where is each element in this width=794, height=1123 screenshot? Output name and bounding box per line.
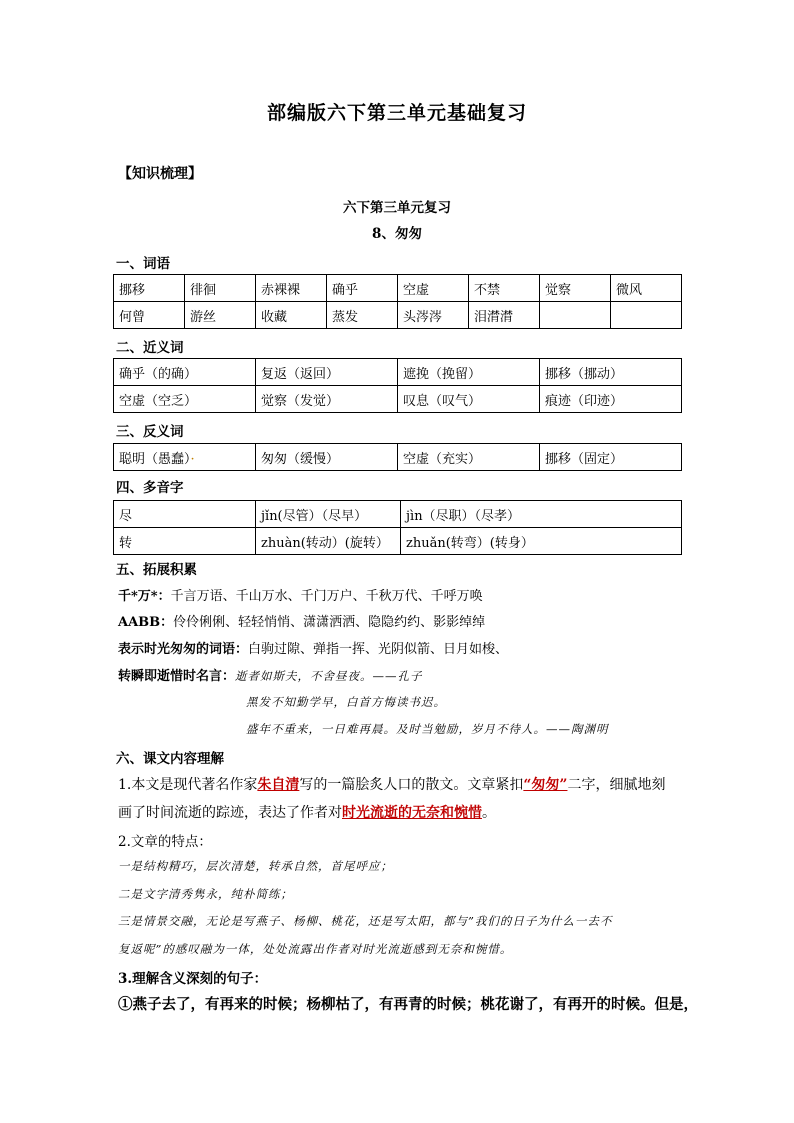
content-para-2: 2.文章的特点：	[118, 834, 212, 850]
extension-line-2	[118, 611, 485, 630]
section-extension: 五、拓展积累	[116, 562, 197, 578]
quote-3: 盛年不重来，一日难再晨。及时当勉励，岁月不待人。——陶渊明	[246, 722, 609, 736]
label: AABB：	[118, 615, 174, 630]
table-row	[114, 275, 682, 302]
page-title: 部编版六下第三单元基础复习	[266, 102, 527, 124]
table-cell: 空虚（空乏）	[114, 386, 256, 413]
table-cell: 空虚	[398, 275, 469, 302]
section-synonyms: 二、近义词	[116, 340, 184, 356]
feature-1: 一是结构精巧，层次清楚，转承自然，首尾呼应；	[118, 859, 393, 873]
synonyms-table	[113, 358, 682, 413]
table-cell: 转	[114, 528, 256, 555]
content-para-3: 3.理解含义深刻的句子：	[118, 971, 268, 987]
text: 写的一篇脍炙人口的散文。文章紧扣	[299, 777, 524, 793]
feature-3-cont: 复返呢”的感叹融为一体，处处流露出作者对时光流逝感到无奈和惋惜。	[118, 942, 513, 956]
table-cell: 收藏	[256, 302, 327, 329]
feature-2: 二是文字清秀隽永，纯朴简练；	[118, 887, 293, 901]
table-cell: 尽	[114, 501, 256, 528]
table-cell: 挪移（固定）	[540, 444, 682, 471]
table-cell: 复返（返回）	[256, 359, 398, 386]
text: 白驹过隙、弹指一挥、光阴似箭、日月如梭、	[248, 642, 509, 657]
table-cell: 空虚（充实）	[398, 444, 540, 471]
table-cell: 匆匆（缓慢）	[256, 444, 398, 471]
table-cell	[611, 302, 682, 329]
table-cell: 何曾	[114, 302, 185, 329]
extension-line-1	[118, 585, 483, 604]
knowledge-label: 【知识梳理】	[118, 166, 202, 182]
table-cell: 泪潸潸	[469, 302, 540, 329]
quote-1: 逝者如斯夫，不舍昼夜。——孔子	[235, 669, 423, 683]
table-cell: zhuàn(转动）(旋转）	[256, 528, 401, 555]
table-row	[114, 501, 682, 528]
table-cell: 不禁	[469, 275, 540, 302]
section-polyphones: 四、多音字	[116, 480, 184, 496]
text: 。	[482, 805, 496, 821]
table-cell: zhuǎn(转弯）(转身）	[401, 528, 682, 555]
table-cell: 头涔涔	[398, 302, 469, 329]
table-cell: 叹息（叹气）	[398, 386, 540, 413]
table-row	[114, 444, 682, 471]
words-table	[113, 274, 682, 329]
table-cell: jìn（尽职）（尽孝）	[401, 501, 682, 528]
table-cell: 遮挽（挽留）	[398, 359, 540, 386]
table-cell: 游丝	[185, 302, 256, 329]
key-highlight: “匆匆”	[523, 777, 568, 793]
section-content: 六、课文内容理解	[116, 751, 224, 767]
text: 画了时间流逝的踪迹，表达了作者对	[118, 805, 342, 821]
table-cell	[540, 302, 611, 329]
extension-line-4	[118, 665, 423, 684]
table-cell: 挪移（挪动）	[540, 359, 682, 386]
author-highlight: 朱自清	[257, 777, 300, 793]
table-row	[114, 386, 682, 413]
table-cell: 觉察	[540, 275, 611, 302]
polyphones-table	[113, 500, 682, 555]
text: 伶伶俐俐、轻轻悄悄、潇潇洒洒、隐隐约约、影影绰绰	[173, 615, 486, 630]
label: 千*万*：	[118, 589, 171, 604]
table-cell: 徘徊	[185, 275, 256, 302]
content-para-1	[118, 774, 665, 794]
table-cell: jǐn(尽管）（尽早）	[256, 501, 401, 528]
table-row	[114, 302, 682, 329]
table-cell: 赤裸裸	[256, 275, 327, 302]
table-cell: 觉察（发觉）	[256, 386, 398, 413]
text: 二字，细腻地刻	[567, 777, 666, 793]
table-cell: 确乎	[327, 275, 398, 302]
table-cell	[114, 444, 256, 471]
content-para-1-cont	[118, 802, 496, 822]
table-cell: 微风	[611, 275, 682, 302]
label: 转瞬即逝惜时名言：	[118, 669, 236, 684]
cell-text: 聪明（愚蠢）	[119, 451, 191, 467]
table-row	[114, 359, 682, 386]
section-words: 一、词语	[116, 256, 170, 272]
extension-line-3	[118, 638, 508, 657]
section-antonyms: 三、反义词	[116, 424, 184, 440]
text: 千言万语、千山万水、千门万户、千秋万代、千呼万唤	[170, 589, 483, 604]
unit-subtitle: 六下第三单元复习	[343, 200, 451, 216]
quote-2: 黑发不知勤学早，白首方悔读书迟。	[246, 695, 446, 709]
table-cell: 挪移	[114, 275, 185, 302]
feature-3: 三是情景交融，无论是写燕子、杨柳、桃花，还是写太阳，都与”我们的日子为什么一去不	[118, 914, 613, 928]
lesson-title: 8、匆匆	[372, 226, 422, 242]
emotion-highlight: 时光流逝的无奈和惋惜	[342, 805, 482, 821]
mark-dot: ·	[190, 451, 195, 467]
label: 表示时光匆匆的词语：	[118, 642, 249, 657]
text: 1.本文是现代著名作家	[118, 777, 258, 793]
table-cell: 痕迹（印迹）	[540, 386, 682, 413]
table-cell: 蒸发	[327, 302, 398, 329]
antonyms-table	[113, 443, 682, 471]
table-cell: 确乎（的确）	[114, 359, 256, 386]
table-row	[114, 528, 682, 555]
sentence-1: ①燕子去了，有再来的时候；杨柳枯了，有再青的时候；桃花谢了，有再开的时候。但是，	[118, 996, 698, 1013]
